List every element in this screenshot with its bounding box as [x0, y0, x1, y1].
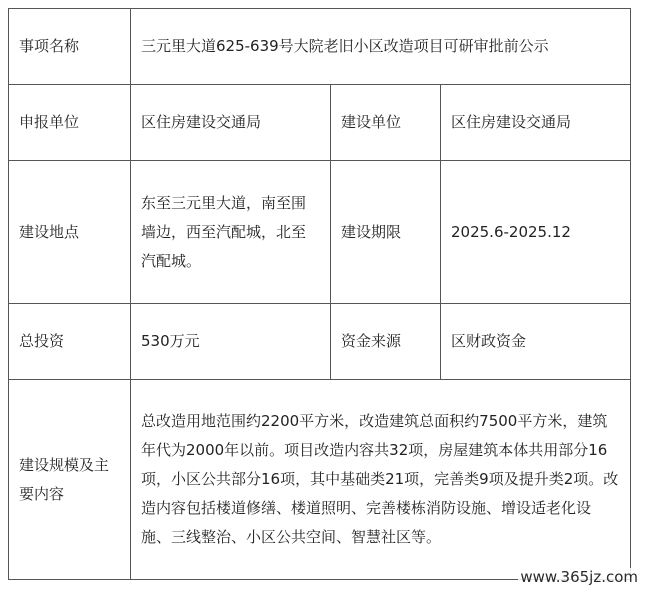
period-label: 建设期限 — [331, 161, 441, 304]
scope-value: 总改造用地范围约2200平方米，改造建筑总面积约7500平方米，建筑年代为2000年以前。项目改造内容共32项，房屋建筑本体共用部分16项，小区公共部分16项，其中基础类21项，完善类9项及提升类2项。改造内容包括楼道修缮、楼道照明、完善楼栋消防设施、增设适老化设施、三线整治、小区公共空间、智慧社区等。 — [131, 380, 631, 580]
builder-value: 区住房建设交通局 — [441, 85, 631, 161]
funding-label: 资金来源 — [331, 304, 441, 380]
location-label: 建设地点 — [9, 161, 131, 304]
builder-label: 建设单位 — [331, 85, 441, 161]
table-row — [9, 85, 631, 161]
funding-value: 区财政资金 — [441, 304, 631, 380]
watermark: www.365jz.com — [520, 568, 638, 586]
project-info-table — [8, 8, 631, 580]
table-row — [9, 304, 631, 380]
investment-value: 530万元 — [131, 304, 331, 380]
table-row — [9, 380, 631, 580]
table-row — [9, 9, 631, 85]
scope-label: 建设规模及主要内容 — [9, 380, 131, 580]
applicant-value: 区住房建设交通局 — [131, 85, 331, 161]
location-value: 东至三元里大道，南至围墙边，西至汽配城，北至汽配城。 — [131, 161, 331, 304]
item-name-value: 三元里大道625-639号大院老旧小区改造项目可研审批前公示 — [131, 9, 631, 85]
period-value: 2025.6-2025.12 — [441, 161, 631, 304]
item-name-label: 事项名称 — [9, 9, 131, 85]
table-row — [9, 161, 631, 304]
applicant-label: 申报单位 — [9, 85, 131, 161]
investment-label: 总投资 — [9, 304, 131, 380]
